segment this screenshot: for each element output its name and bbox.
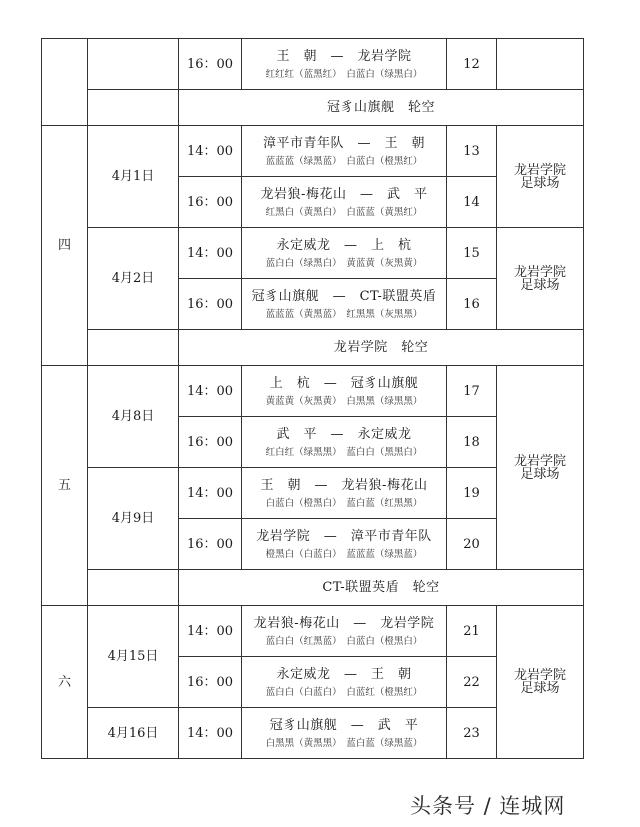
date-cell — [88, 570, 179, 606]
venue-cell — [497, 228, 584, 330]
venue-field: 足球场 — [520, 681, 560, 696]
round-cell — [42, 39, 88, 126]
match-time: 16：00 — [179, 657, 242, 708]
match-date: 4月9日 — [88, 468, 179, 570]
match-time: 16：00 — [179, 519, 242, 570]
kit-colors: 白蓝白（橙黑白） 蓝白蓝（红黑黑） — [265, 498, 423, 510]
match-number: 15 — [447, 228, 497, 279]
bye-text: 龙岩学院 轮空 — [179, 330, 584, 366]
kit-colors: 橙黑白（白蓝白） 蓝蓝蓝（绿黑蓝） — [265, 549, 423, 561]
match-cell — [242, 417, 447, 468]
venue-cell — [497, 126, 584, 228]
match-cell — [242, 279, 447, 330]
kit-colors: 蓝白白（红黑蓝） 白蓝白（橙黑白） — [265, 636, 423, 648]
match-time: 14：00 — [179, 468, 242, 519]
venue-name: 龙岩学院 — [513, 162, 566, 178]
match-number: 22 — [447, 657, 497, 708]
match-date: 4月15日 — [88, 606, 179, 708]
bye-row — [42, 330, 584, 366]
match-time: 14：00 — [179, 708, 242, 759]
kit-colors: 红红红（蓝黑红） 白蓝白（绿黑白） — [265, 69, 423, 81]
match-number: 14 — [447, 177, 497, 228]
match-number: 20 — [447, 519, 497, 570]
match-teams: 永定威龙 — 上 杭 — [276, 238, 412, 254]
match-cell — [242, 366, 447, 417]
table-row — [42, 126, 584, 177]
bye-text: CT-联盟英盾 轮空 — [179, 570, 584, 606]
table-row — [42, 606, 584, 657]
kit-colors: 黄蓝黄（灰黑黄） 白黑黑（绿黑黑） — [265, 396, 423, 408]
venue-cell — [497, 39, 584, 90]
venue-cell — [497, 366, 584, 570]
match-teams: 武 平 — 永定威龙 — [276, 427, 412, 443]
match-number: 23 — [447, 708, 497, 759]
date-cell — [88, 39, 179, 90]
date-cell — [88, 90, 179, 126]
match-date: 4月1日 — [88, 126, 179, 228]
match-teams: 冠豸山旗舰 — 武 平 — [269, 718, 419, 734]
match-teams: 王 朝 — 龙岩学院 — [276, 49, 412, 65]
date-cell — [88, 330, 179, 366]
match-number: 12 — [447, 39, 497, 90]
kit-colors: 蓝白白（白蓝白） 白蓝红（橙黑红） — [265, 687, 423, 699]
match-date: 4月16日 — [88, 708, 179, 759]
match-cell — [242, 228, 447, 279]
table-row — [42, 228, 584, 279]
venue-field: 足球场 — [520, 175, 560, 191]
schedule-table — [41, 38, 584, 759]
match-number: 16 — [447, 279, 497, 330]
match-teams: 王 朝 — 龙岩狼-梅花山 — [260, 478, 428, 494]
round-label: 五 — [42, 366, 88, 606]
match-time: 16：00 — [179, 417, 242, 468]
match-cell — [242, 606, 447, 657]
match-teams: 龙岩学院 — 漳平市青年队 — [256, 529, 432, 545]
match-number: 18 — [447, 417, 497, 468]
match-cell — [242, 468, 447, 519]
match-date: 4月8日 — [88, 366, 179, 468]
venue-cell — [497, 606, 584, 759]
match-teams: 上 杭 — 冠豸山旗舰 — [269, 376, 419, 392]
match-teams: 龙岩狼-梅花山 — 龙岩学院 — [253, 616, 435, 632]
kit-colors: 蓝蓝蓝（黄黑蓝） 红黑黑（灰黑黑） — [265, 309, 423, 321]
watermark-text: 头条号 / 连城网 — [410, 794, 566, 818]
match-time: 14：00 — [179, 366, 242, 417]
match-teams: 漳平市青年队 — 王 朝 — [262, 136, 425, 152]
kit-colors: 蓝白白（绿黑白） 黄蓝黄（灰黑黄） — [265, 258, 423, 270]
venue-field: 足球场 — [520, 466, 560, 482]
match-time: 14：00 — [179, 126, 242, 177]
match-cell — [242, 708, 447, 759]
match-date: 4月2日 — [88, 228, 179, 330]
match-cell — [242, 177, 447, 228]
match-teams: 冠豸山旗舰 — CT-联盟英盾 — [251, 289, 437, 305]
kit-colors: 红白红（绿黑黑） 蓝白白（黑黑白） — [265, 447, 423, 459]
match-number: 19 — [447, 468, 497, 519]
match-time: 16：00 — [179, 279, 242, 330]
kit-colors: 白黑黑（黄黑黑） 蓝白蓝（绿黑蓝） — [265, 738, 423, 750]
match-time: 14：00 — [179, 228, 242, 279]
bye-text: 冠豸山旗舰 轮空 — [179, 90, 584, 126]
match-time: 16：00 — [179, 39, 242, 90]
match-cell — [242, 519, 447, 570]
kit-colors: 蓝蓝蓝（绿黑蓝） 白蓝白（橙黑红） — [265, 156, 423, 168]
table-row — [42, 366, 584, 417]
bye-row — [42, 570, 584, 606]
match-cell — [242, 126, 447, 177]
kit-colors: 红黑白（黄黑白） 白蓝蓝（黄黑红） — [265, 207, 423, 219]
bye-row — [42, 90, 584, 126]
match-time: 14：00 — [179, 606, 242, 657]
match-number: 21 — [447, 606, 497, 657]
venue-field: 足球场 — [520, 277, 560, 293]
match-teams: 永定威龙 — 王 朝 — [276, 667, 412, 683]
round-label: 四 — [42, 126, 88, 366]
match-number: 17 — [447, 366, 497, 417]
venue-name: 龙岩学院 — [513, 668, 566, 683]
match-cell — [242, 657, 447, 708]
venue-name: 龙岩学院 — [513, 264, 566, 280]
round-label: 六 — [42, 606, 88, 759]
venue-name: 龙岩学院 — [513, 453, 566, 469]
match-teams: 龙岩狼-梅花山 — 武 平 — [260, 187, 428, 203]
match-number: 13 — [447, 126, 497, 177]
match-cell — [242, 39, 447, 90]
match-time: 16：00 — [179, 177, 242, 228]
table-row — [42, 39, 584, 90]
